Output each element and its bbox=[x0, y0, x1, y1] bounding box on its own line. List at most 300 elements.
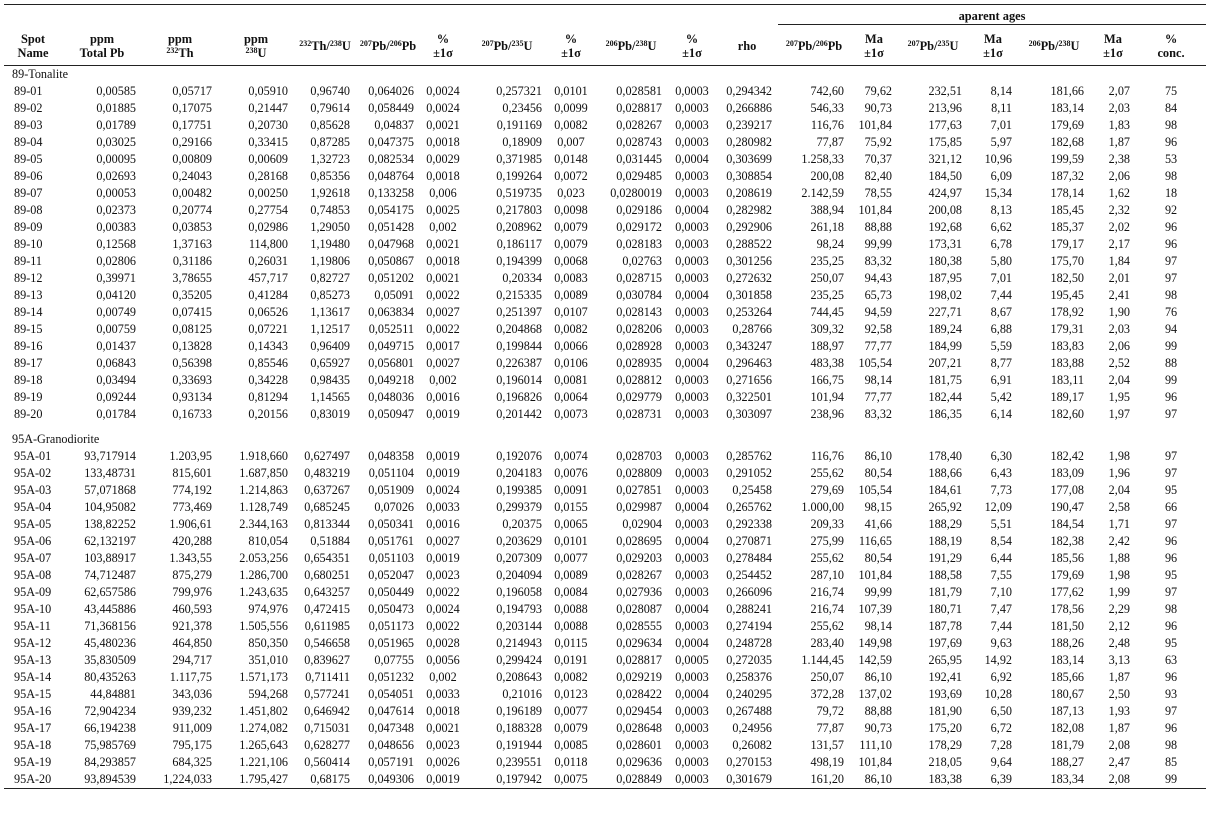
header-line1: ppm bbox=[167, 31, 193, 46]
table-cell: 94,59 bbox=[864, 305, 892, 319]
table-cell: 1,90 bbox=[1108, 305, 1130, 319]
table-row bbox=[4, 652, 1206, 669]
table-cell: 0,74853 bbox=[310, 203, 350, 217]
table-cell: 0,050947 bbox=[368, 407, 414, 421]
spot-name: 89-18 bbox=[14, 373, 43, 387]
table-cell: 343,036 bbox=[172, 687, 212, 701]
table-cell: 0,27754 bbox=[248, 203, 288, 217]
table-cell: 0,028849 bbox=[616, 772, 662, 786]
table-cell: 2,41 bbox=[1108, 288, 1130, 302]
table-cell: 0,98435 bbox=[310, 373, 350, 387]
table-cell: 850,350 bbox=[248, 636, 288, 650]
table-cell: 1,12517 bbox=[310, 322, 350, 336]
table-cell: 6,43 bbox=[990, 466, 1012, 480]
table-cell: 66,194238 bbox=[84, 721, 136, 735]
table-cell: 188,58 bbox=[928, 568, 962, 582]
table-cell: 0,0016 bbox=[426, 390, 460, 404]
table-cell: 184,54 bbox=[1050, 517, 1084, 531]
table-cell: 0,28766 bbox=[732, 322, 772, 336]
header-isotope-sup: 232 bbox=[299, 38, 312, 48]
table-cell: 0,0003 bbox=[675, 390, 709, 404]
table-cell: 80,54 bbox=[864, 466, 892, 480]
table-cell: 2,42 bbox=[1108, 534, 1130, 548]
table-cell: 0,0003 bbox=[675, 466, 709, 480]
table-row bbox=[4, 151, 1206, 168]
table-cell: 0,203629 bbox=[496, 534, 542, 548]
table-cell: 183,14 bbox=[1050, 101, 1084, 115]
table-cell: 0,0123 bbox=[554, 687, 588, 701]
table-body bbox=[4, 66, 1206, 789]
table-cell: 161,20 bbox=[810, 772, 844, 786]
table-cell: 98,15 bbox=[864, 500, 892, 514]
table-cell: 218,05 bbox=[928, 755, 962, 769]
table-cell: 0,02763 bbox=[622, 254, 662, 268]
table-cell: 0,685245 bbox=[304, 500, 350, 514]
table-cell: 98,14 bbox=[864, 619, 892, 633]
table-row bbox=[4, 355, 1206, 372]
table-cell: 0,028601 bbox=[616, 738, 662, 752]
table-cell: 0,0003 bbox=[675, 271, 709, 285]
table-cell: 2,01 bbox=[1108, 271, 1130, 285]
table-cell: 3,13 bbox=[1108, 653, 1130, 667]
table-cell: 1,19480 bbox=[310, 237, 350, 251]
table-cell: 179,69 bbox=[1050, 568, 1084, 582]
table-cell: 0,028143 bbox=[616, 305, 662, 319]
table-cell: 1.343,55 bbox=[169, 551, 212, 565]
spot-name: 95A-12 bbox=[14, 636, 52, 650]
table-cell: 77,87 bbox=[816, 135, 844, 149]
table-cell: 2,12 bbox=[1108, 619, 1130, 633]
table-cell: 1.243,635 bbox=[239, 585, 288, 599]
table-cell: 8,13 bbox=[990, 203, 1012, 217]
table-cell: 5,51 bbox=[990, 517, 1012, 531]
table-cell: 0,288522 bbox=[726, 237, 772, 251]
table-cell: 90,73 bbox=[864, 101, 892, 115]
table-cell: 0,65927 bbox=[310, 356, 350, 370]
table-cell: 0,0003 bbox=[675, 483, 709, 497]
header-isotope-text: U bbox=[523, 38, 533, 53]
table-cell: 107,39 bbox=[858, 602, 892, 616]
table-cell: 186,35 bbox=[928, 407, 962, 421]
table-cell: 0,25458 bbox=[732, 483, 772, 497]
table-cell: 1.687,850 bbox=[239, 466, 288, 480]
spot-name: 89-08 bbox=[14, 203, 43, 217]
table-cell: 0,51884 bbox=[310, 534, 350, 548]
table-cell: 0,028809 bbox=[616, 466, 662, 480]
table-cell: 65,73 bbox=[864, 288, 892, 302]
table-cell: 96 bbox=[1164, 237, 1178, 251]
table-cell: 0,08125 bbox=[172, 322, 212, 336]
table-cell: 0,028935 bbox=[616, 356, 662, 370]
spot-name: 95A-19 bbox=[14, 755, 52, 769]
table-cell: 98 bbox=[1164, 169, 1178, 183]
table-cell: 188,27 bbox=[1050, 755, 1084, 769]
header-isotope-sup: 207 bbox=[907, 39, 920, 48]
table-cell: 0,0027 bbox=[426, 305, 460, 319]
table-cell: 0,41284 bbox=[248, 288, 288, 302]
header-line2: ±1σ bbox=[433, 45, 453, 60]
table-cell: 111,10 bbox=[859, 738, 892, 752]
table-cell: 0,0018 bbox=[426, 135, 460, 149]
table-cell: 0,0115 bbox=[554, 636, 588, 650]
table-cell: 1.258,33 bbox=[801, 152, 844, 166]
table-cell: 0,0003 bbox=[675, 169, 709, 183]
spot-name: 95A-17 bbox=[14, 721, 52, 735]
table-cell: 93 bbox=[1164, 687, 1178, 701]
table-cell: 0,254452 bbox=[726, 568, 772, 582]
table-cell: 0,029636 bbox=[616, 755, 662, 769]
table-cell: 0,02986 bbox=[248, 220, 288, 234]
table-cell: 1,83 bbox=[1108, 118, 1130, 132]
table-cell: 0,048764 bbox=[368, 169, 414, 183]
table-cell: 0,301858 bbox=[726, 288, 772, 302]
table-cell: 0,028422 bbox=[616, 687, 662, 701]
table-cell: 178,40 bbox=[928, 449, 962, 463]
table-cell: 0,0004 bbox=[675, 203, 709, 217]
table-cell: 0,028206 bbox=[616, 322, 662, 336]
table-cell: 93,894539 bbox=[84, 772, 136, 786]
column-header-4 bbox=[294, 25, 356, 66]
table-cell: 180,71 bbox=[928, 602, 962, 616]
table-cell: 0,030784 bbox=[616, 288, 662, 302]
table-cell: 7,10 bbox=[990, 585, 1012, 599]
table-cell: 0,627497 bbox=[304, 449, 350, 463]
header-line2: conc. bbox=[1157, 46, 1185, 60]
table-cell: 0,0003 bbox=[675, 220, 709, 234]
table-cell: 0,253264 bbox=[726, 305, 772, 319]
table-cell: 0,051232 bbox=[368, 670, 414, 684]
table-cell: 179,17 bbox=[1050, 237, 1084, 251]
table-cell: 2,07 bbox=[1108, 84, 1130, 98]
table-cell: 2,38 bbox=[1108, 152, 1130, 166]
table-cell: 0,056801 bbox=[368, 356, 414, 370]
table-cell: 183,14 bbox=[1050, 653, 1084, 667]
table-cell: 0,204094 bbox=[496, 568, 542, 582]
table-cell: 179,69 bbox=[1050, 118, 1084, 132]
spot-name: 95A-05 bbox=[14, 517, 52, 531]
table-cell: 261,18 bbox=[810, 220, 844, 234]
table-cell: 0,17751 bbox=[172, 118, 212, 132]
table-cell: 0,483219 bbox=[304, 466, 350, 480]
table-cell: 0,33693 bbox=[172, 373, 212, 387]
table-cell: 198,02 bbox=[928, 288, 962, 302]
spot-name: 95A-10 bbox=[14, 602, 52, 616]
table-cell: 178,14 bbox=[1050, 186, 1084, 200]
table-cell: 85 bbox=[1164, 755, 1178, 769]
table-cell: 0,0024 bbox=[426, 101, 460, 115]
table-row bbox=[4, 584, 1206, 601]
column-header-3 bbox=[218, 25, 294, 66]
table-cell: 0,0003 bbox=[675, 101, 709, 115]
table-cell: 0,0082 bbox=[554, 670, 588, 684]
table-cell: 1,99 bbox=[1108, 585, 1130, 599]
table-cell: 15,34 bbox=[984, 186, 1012, 200]
header-isotope-sup: 235 bbox=[511, 38, 524, 48]
table-cell: 1.265,643 bbox=[239, 738, 288, 752]
table-row bbox=[4, 406, 1206, 423]
table-cell: 0,301256 bbox=[726, 254, 772, 268]
table-cell: 0,0003 bbox=[675, 373, 709, 387]
table-cell: 104,95082 bbox=[84, 500, 136, 514]
table-cell: 0,0019 bbox=[426, 449, 460, 463]
table-cell: 0,0085 bbox=[554, 738, 588, 752]
table-cell: 773,469 bbox=[172, 500, 212, 514]
table-cell: 182,60 bbox=[1050, 407, 1084, 421]
header-line2: Name bbox=[17, 45, 49, 60]
table-cell: 0,0004 bbox=[675, 356, 709, 370]
table-cell: 0,0017 bbox=[426, 339, 460, 353]
table-cell: 178,56 bbox=[1050, 602, 1084, 616]
table-cell: 0,308854 bbox=[726, 169, 772, 183]
table-cell: 0,0016 bbox=[426, 517, 460, 531]
table-cell: 76 bbox=[1164, 305, 1178, 319]
table-cell: 0,03494 bbox=[96, 373, 136, 387]
table-cell: 72,904234 bbox=[84, 704, 136, 718]
table-cell: 0,02373 bbox=[96, 203, 136, 217]
table-cell: 742,60 bbox=[810, 84, 844, 98]
table-cell: 0,048036 bbox=[368, 390, 414, 404]
table-cell: 0,191944 bbox=[496, 738, 542, 752]
table-row bbox=[4, 737, 1206, 754]
table-cell: 88,88 bbox=[864, 704, 892, 718]
table-cell: 0,278484 bbox=[726, 551, 772, 565]
table-row bbox=[4, 389, 1206, 406]
table-cell: 1.221,106 bbox=[239, 755, 288, 769]
table-cell: 0,258376 bbox=[726, 670, 772, 684]
table-cell: 0,028183 bbox=[616, 237, 662, 251]
table-cell: 0,047348 bbox=[368, 721, 414, 735]
table-cell: 137,02 bbox=[858, 687, 892, 701]
table-cell: 96 bbox=[1164, 721, 1178, 735]
table-cell: 0,0081 bbox=[554, 373, 588, 387]
table-cell: 96 bbox=[1164, 619, 1178, 633]
spot-name: 95A-16 bbox=[14, 704, 52, 718]
table-cell: 82,40 bbox=[864, 169, 892, 183]
table-cell: 98,14 bbox=[864, 373, 892, 387]
table-cell: 74,712487 bbox=[84, 568, 136, 582]
table-cell: 0,050341 bbox=[368, 517, 414, 531]
header-isotope-text: Pb bbox=[827, 39, 843, 53]
table-cell: 97 bbox=[1164, 704, 1178, 718]
table-cell: 0,288241 bbox=[726, 602, 772, 616]
table-cell: 0,226387 bbox=[496, 356, 542, 370]
table-cell: 6,78 bbox=[990, 237, 1012, 251]
table-cell: 0,291052 bbox=[726, 466, 772, 480]
table-cell: 0,0076 bbox=[554, 466, 588, 480]
table-cell: 2.053,256 bbox=[239, 551, 288, 565]
header-isotope-sup: 238 bbox=[635, 38, 648, 48]
table-cell: 5,59 bbox=[990, 339, 1012, 353]
table-cell: 2,48 bbox=[1108, 636, 1130, 650]
table-cell: 0,26031 bbox=[248, 254, 288, 268]
table-cell: 0,0064 bbox=[554, 390, 588, 404]
table-cell: 6,50 bbox=[990, 704, 1012, 718]
table-cell: 83,32 bbox=[864, 407, 892, 421]
table-cell: 10,96 bbox=[984, 152, 1012, 166]
table-row bbox=[4, 83, 1206, 100]
table-cell: 0,0019 bbox=[426, 772, 460, 786]
table-cell: 0,0075 bbox=[554, 772, 588, 786]
table-cell: 45,480236 bbox=[84, 636, 136, 650]
table-cell: 1.128,749 bbox=[239, 500, 288, 514]
table-row bbox=[4, 117, 1206, 134]
header-line1: Spot bbox=[20, 31, 46, 46]
table-cell: 0,028715 bbox=[616, 271, 662, 285]
table-cell: 70,37 bbox=[864, 152, 892, 166]
table-cell: 0,0004 bbox=[675, 288, 709, 302]
table-cell: 0,04120 bbox=[96, 288, 136, 302]
table-cell: 0,17075 bbox=[172, 101, 212, 115]
table-cell: 0,028267 bbox=[616, 118, 662, 132]
table-cell: 0,0022 bbox=[426, 322, 460, 336]
table-cell: 10,28 bbox=[984, 687, 1012, 701]
table-cell: 6,14 bbox=[990, 407, 1012, 421]
section-title: 95A-Granodiorite bbox=[12, 432, 100, 446]
spot-name: 89-20 bbox=[14, 407, 43, 421]
table-cell: 181,90 bbox=[928, 704, 962, 718]
table-cell: 0,33415 bbox=[248, 135, 288, 149]
table-cell: 0,343247 bbox=[726, 339, 772, 353]
table-cell: 0,0005 bbox=[675, 653, 709, 667]
table-cell: 1,98 bbox=[1108, 449, 1130, 463]
header-isotope-sup: 206 bbox=[605, 38, 618, 48]
table-cell: 0,0077 bbox=[554, 704, 588, 718]
table-cell: 53 bbox=[1164, 152, 1178, 166]
table-cell: 0,217803 bbox=[496, 203, 542, 217]
table-cell: 9,63 bbox=[990, 636, 1012, 650]
header-line2: Total Pb bbox=[79, 45, 125, 60]
table-cell: 0,047614 bbox=[368, 704, 414, 718]
table-cell: 0,215335 bbox=[496, 288, 542, 302]
column-header-16 bbox=[1018, 25, 1090, 66]
table-cell: 0,0073 bbox=[554, 407, 588, 421]
table-row bbox=[4, 601, 1206, 618]
table-cell: 86,10 bbox=[864, 772, 892, 786]
table-cell: 0,303097 bbox=[726, 407, 772, 421]
table-cell: 0,048358 bbox=[368, 449, 414, 463]
table-cell: 1,87 bbox=[1108, 670, 1130, 684]
table-cell: 178,29 bbox=[928, 738, 962, 752]
table-cell: 185,66 bbox=[1050, 670, 1084, 684]
table-cell: 0,207309 bbox=[496, 551, 542, 565]
table-cell: 0,063834 bbox=[368, 305, 414, 319]
table-cell: 0,85273 bbox=[310, 288, 350, 302]
table-cell: 0,292338 bbox=[726, 517, 772, 531]
table-cell: 105,54 bbox=[858, 356, 892, 370]
table-cell: 80,54 bbox=[864, 551, 892, 565]
table-cell: 275,99 bbox=[810, 534, 844, 548]
table-cell: 0,322501 bbox=[726, 390, 772, 404]
table-cell: 181,50 bbox=[1050, 619, 1084, 633]
table-cell: 0,196826 bbox=[496, 390, 542, 404]
table-cell: 0,029987 bbox=[616, 500, 662, 514]
table-cell: 1.795,427 bbox=[239, 772, 288, 786]
table-cell: 63 bbox=[1164, 653, 1178, 667]
table-cell: 98 bbox=[1164, 288, 1178, 302]
table-cell: 815,601 bbox=[172, 466, 212, 480]
table-cell: 98 bbox=[1164, 738, 1178, 752]
table-cell: 279,69 bbox=[810, 483, 844, 497]
table-row bbox=[4, 338, 1206, 355]
table-cell: 1.274,082 bbox=[239, 721, 288, 735]
section-title: 89-Tonalite bbox=[12, 67, 69, 81]
table-cell: 0,0003 bbox=[675, 721, 709, 735]
table-cell: 0,00095 bbox=[96, 152, 136, 166]
table-cell: 182,38 bbox=[1050, 534, 1084, 548]
table-cell: 0,711411 bbox=[305, 670, 350, 684]
table-cell: 1,87 bbox=[1108, 135, 1130, 149]
table-cell: 177,08 bbox=[1050, 483, 1084, 497]
table-cell: 0,0091 bbox=[554, 483, 588, 497]
table-cell: 183,88 bbox=[1050, 356, 1084, 370]
table-cell: 179,31 bbox=[1050, 322, 1084, 336]
spot-name: 95A-08 bbox=[14, 568, 52, 582]
table-cell: 0,296463 bbox=[726, 356, 772, 370]
table-cell: 0,052047 bbox=[368, 568, 414, 582]
table-cell: 178,92 bbox=[1050, 305, 1084, 319]
table-cell: 1.906,61 bbox=[169, 517, 212, 531]
table-cell: 0,028731 bbox=[616, 407, 662, 421]
table-cell: 133,48731 bbox=[84, 466, 136, 480]
table-cell: 5,42 bbox=[990, 390, 1012, 404]
column-header-18 bbox=[1136, 25, 1206, 66]
spot-name: 95A-13 bbox=[14, 653, 52, 667]
spot-name: 89-15 bbox=[14, 322, 43, 336]
table-cell: 75 bbox=[1164, 84, 1178, 98]
table-row bbox=[4, 168, 1206, 185]
table-cell: 1,88 bbox=[1108, 551, 1130, 565]
table-cell: 77,77 bbox=[864, 390, 892, 404]
table-cell: 0,186117 bbox=[496, 237, 542, 251]
table-cell: 0,0028 bbox=[426, 636, 460, 650]
table-cell: 0,0118 bbox=[554, 755, 588, 769]
spot-name: 95A-20 bbox=[14, 772, 52, 786]
table-cell: 5,80 bbox=[990, 254, 1012, 268]
table-cell: 1,19806 bbox=[310, 254, 350, 268]
table-cell: 1,37163 bbox=[172, 237, 212, 251]
table-cell: 0,299379 bbox=[496, 500, 542, 514]
header-isotope-sup: 207 bbox=[481, 38, 494, 48]
table-cell: 0,0079 bbox=[554, 220, 588, 234]
table-cell: 2,03 bbox=[1108, 322, 1130, 336]
table-cell: 0,029203 bbox=[616, 551, 662, 565]
table-cell: 2,02 bbox=[1108, 220, 1130, 234]
table-cell: 189,17 bbox=[1050, 390, 1084, 404]
table-cell: 0,199844 bbox=[496, 339, 542, 353]
table-cell: 105,54 bbox=[858, 483, 892, 497]
table-cell: 0,0074 bbox=[554, 449, 588, 463]
table-cell: 8,54 bbox=[990, 534, 1012, 548]
table-cell: 0,21447 bbox=[248, 101, 288, 115]
table-cell: 0,047968 bbox=[368, 237, 414, 251]
spot-name: 95A-15 bbox=[14, 687, 52, 701]
spot-name: 89-10 bbox=[14, 237, 43, 251]
header-line2: ±1σ bbox=[682, 45, 702, 60]
table-cell: 6,72 bbox=[990, 721, 1012, 735]
table-cell: 0,472415 bbox=[304, 602, 350, 616]
spot-name: 89-03 bbox=[14, 118, 43, 132]
table-cell: 0,00609 bbox=[248, 152, 288, 166]
table-cell: 188,29 bbox=[928, 517, 962, 531]
table-cell: 0,188328 bbox=[496, 721, 542, 735]
table-cell: 1,95 bbox=[1108, 390, 1130, 404]
table-cell: 0,208962 bbox=[496, 220, 542, 234]
table-cell: 0,00809 bbox=[172, 152, 212, 166]
section-title-row bbox=[4, 66, 1206, 84]
table-cell: 182,50 bbox=[1050, 271, 1084, 285]
table-cell: 0,0024 bbox=[426, 84, 460, 98]
table-cell: 0,0003 bbox=[675, 305, 709, 319]
